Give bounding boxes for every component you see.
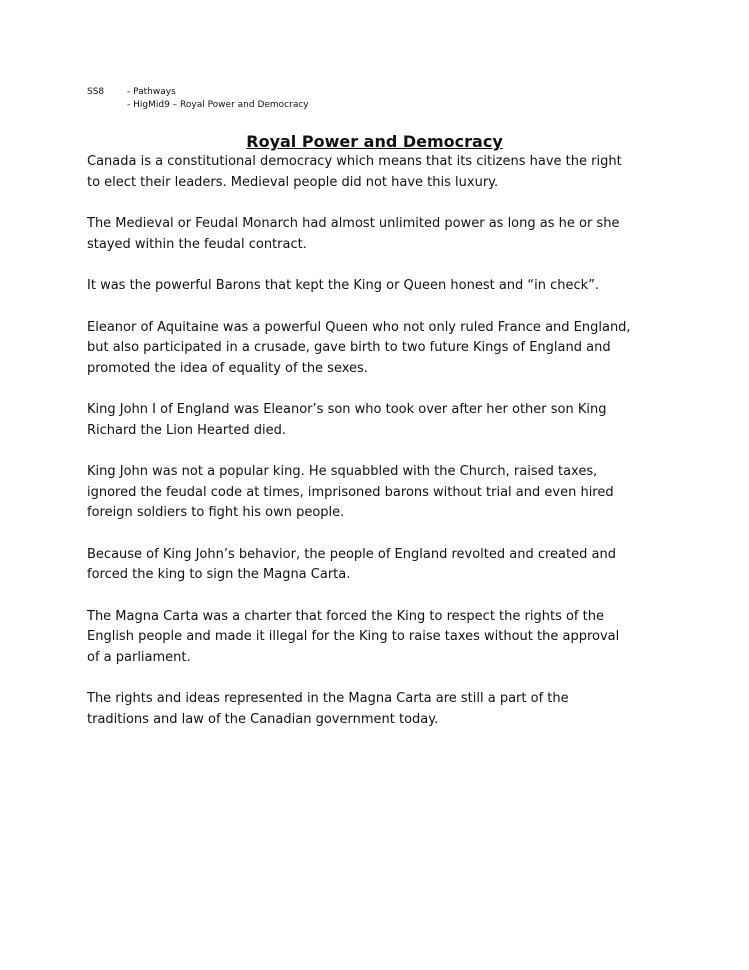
text-line: The Magna Carta was a charter that forced the King to respect the rights of the [87,608,604,624]
text-line: Eleanor of Aquitaine was a powerful Queen who not only ruled France and England, [87,319,631,335]
paragraph [87,607,687,669]
text-line: traditions and law of the Canadian government today. [87,711,439,727]
text-line: foreign soldiers to fight his own people. [87,505,345,520]
course-code: SS8 [87,87,105,97]
text-line: to elect their leaders. Medieval people did not have this luxury. [87,174,499,190]
text-line: forced the king to sign the Magna Carta. [87,567,351,582]
text-line: King John was not a popular king. He squabbled with the Church, raised taxes, [87,464,598,479]
document-body [87,152,687,751]
text-line: of a parliament. [87,649,191,665]
page-title: Royal Power and Democracy [246,132,503,151]
text-line: English people and made it illegal for the King to raise taxes without the approval [87,629,620,644]
text-line: Canada is a constitutional democracy which means that its citizens have the right [87,154,622,169]
header-items [127,86,309,112]
text-line: ignored the feudal code at times, imprisoned barons without trial and even hired [87,484,614,500]
text-line: The Medieval or Feudal Monarch had almost unlimited power as long as he or she [87,216,620,231]
paragraph [87,689,687,730]
text-line: stayed within the feudal contract. [87,236,307,252]
text-line: Because of King John’s behavior, the people of England revolted and created and [87,546,616,562]
header-item: - HigMid9 – Royal Power and Democracy [127,100,309,110]
paragraph [87,214,687,255]
text-line: but also participated in a crusade, gave birth to two future Kings of England and [87,340,611,355]
text-line: Richard the Lion Hearted died. [87,422,286,438]
paragraph [87,400,687,441]
text-line: promoted the idea of equality of the sexes. [87,360,368,376]
header-item: - Pathways [127,87,176,97]
text-line: It was the powerful Barons that kept the King or Queen honest and “in check”. [87,278,600,293]
text-line: The rights and ideas represented in the Magna Carta are still a part of the [87,691,569,706]
paragraph [87,318,687,380]
paragraph [87,152,687,193]
paragraph [87,462,687,524]
text-line: King John I of England was Eleanor’s son who took over after her other son King [87,402,607,417]
paragraph [87,545,687,586]
paragraph [87,276,687,297]
